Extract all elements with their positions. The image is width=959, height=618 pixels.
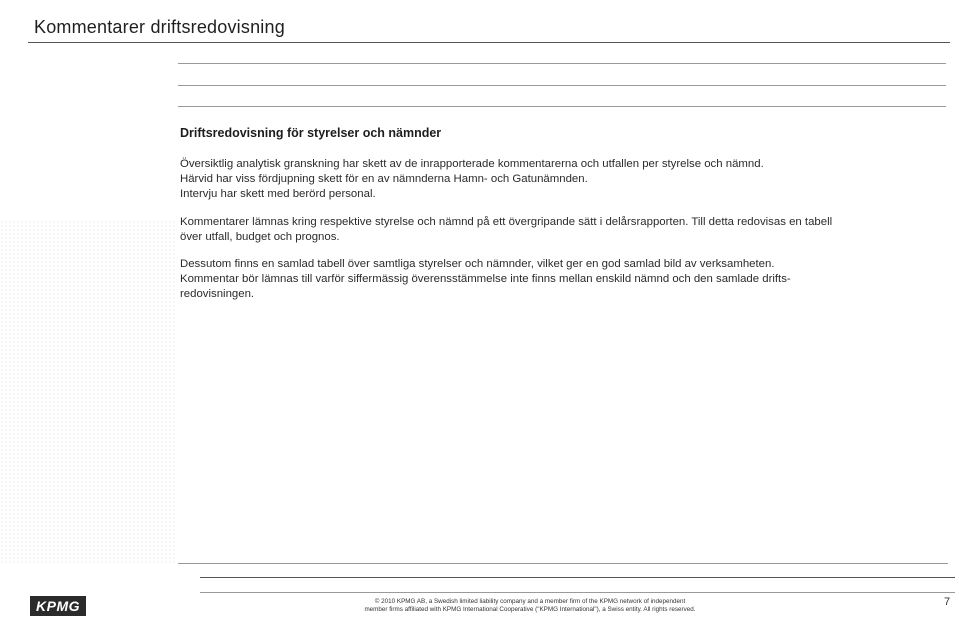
paragraph-line: Intervju har skett med berörd personal. (180, 188, 376, 201)
form-line-1 (178, 63, 946, 64)
paragraph-line: Dessutom finns en samlad tabell över samtliga styrelser och nämnder, vilket ger en god samlad bild av verksamheten. (180, 258, 775, 271)
copyright-line: © 2010 KPMG AB, a Swedish limited liability company and a member firm of the KPMG network of independent (374, 598, 686, 605)
form-line-3 (178, 106, 946, 107)
section-heading: Driftsredovisning för styrelser och nämnder (180, 126, 442, 140)
paragraph-2 (180, 215, 920, 245)
footer-line-bottom (200, 592, 955, 593)
copyright-line: member firms affiliated with KPMG International Cooperative ("KPMG International"), a Swiss entity. All rights reserved. (364, 606, 696, 613)
footer-line-lower (200, 577, 955, 578)
paragraph-line: över utfall, budget och prognos. (180, 230, 340, 243)
main-content (180, 126, 920, 315)
paragraph-line: redovisningen. (180, 288, 255, 301)
kpmg-logo: KPMG (30, 596, 86, 616)
page-number: 7 (944, 596, 951, 608)
copyright-text (300, 598, 760, 614)
paragraph-1 (180, 157, 920, 203)
title-underline (28, 42, 950, 43)
dotted-decoration (0, 220, 175, 565)
form-line-2 (178, 85, 946, 86)
page-title: Kommentarer driftsredovisning (34, 17, 285, 37)
paragraph-line: Kommentarer lämnas kring respektive styrelse och nämnd på ett övergripande sätt i delårsrapporten. Till detta redovisas en tabell (180, 215, 833, 228)
paragraph-line: Härvid har viss fördjupning skett för en av nämnderna Hamn- och Gatunämnden. (180, 173, 588, 186)
footer-line-upper (178, 563, 948, 564)
paragraph-line: Översiktlig analytisk granskning har skett av de inrapporterade kommentarerna och utfallen per styrelse och nämnd. (180, 158, 764, 170)
paragraph-line: Kommentar bör lämnas till varför siffermässig överensstämmelse inte finns mellan enskild nämnd och den samlade drifts- (180, 273, 791, 286)
paragraph-3 (180, 257, 920, 303)
